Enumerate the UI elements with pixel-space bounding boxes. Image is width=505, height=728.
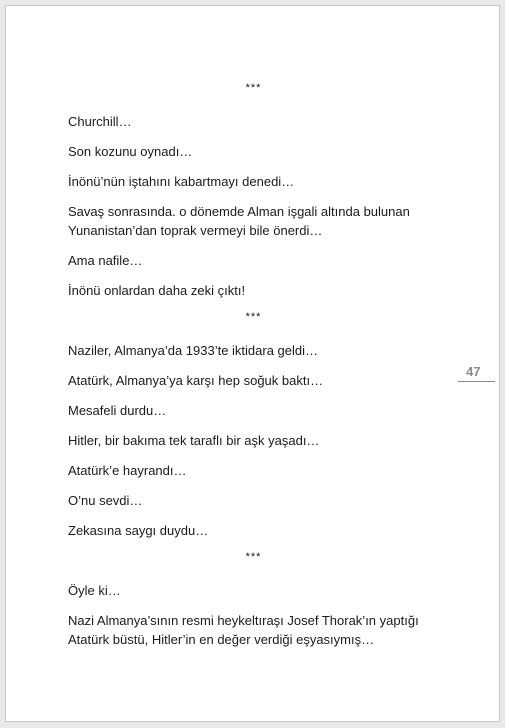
paragraph: Son kozunu oynadı… — [68, 144, 193, 159]
paragraph: Mesafeli durdu… — [68, 403, 167, 418]
paragraph: Atatürk, Almanya’ya karşı hep soğuk baktı… — [68, 373, 324, 388]
paragraph: Savaş sonrasında. o dönemde Alman işgali altında bulunan — [68, 204, 410, 219]
paragraph: Atatürk’e hayrandı… — [68, 463, 187, 478]
section-separator: *** — [245, 551, 262, 563]
paragraph: Ama nafile… — [68, 253, 143, 268]
paragraph: İnönü’nün iştahını kabartmayı denedi… — [68, 174, 295, 189]
document-page — [5, 5, 500, 722]
paragraph: Atatürk büstü, Hitler’in en değer verdiği eşyasıymış… — [68, 632, 375, 647]
paragraph: Zekasına saygı duydu… — [68, 523, 209, 538]
paragraph: Nazi Almanya’sının resmi heykeltıraşı Josef Thorak’ın yaptığı — [68, 613, 419, 628]
paragraph: O’nu sevdi… — [68, 493, 143, 508]
page-number-underline — [458, 381, 495, 382]
paragraph: Naziler, Almanya’da 1933’te iktidara geldi… — [68, 343, 319, 358]
section-separator: *** — [245, 82, 262, 94]
section-separator: *** — [245, 311, 262, 323]
paragraph: Yunanistan’dan toprak vermeyi bile önerdi… — [68, 223, 323, 238]
paragraph: Churchill… — [68, 114, 132, 129]
paragraph: İnönü onlardan daha zeki çıktı! — [68, 283, 246, 298]
paragraph: Hitler, bir bakıma tek taraflı bir aşk yaşadı… — [68, 433, 320, 448]
paragraph: Öyle ki… — [68, 583, 121, 598]
page-number: 47 — [466, 364, 481, 379]
